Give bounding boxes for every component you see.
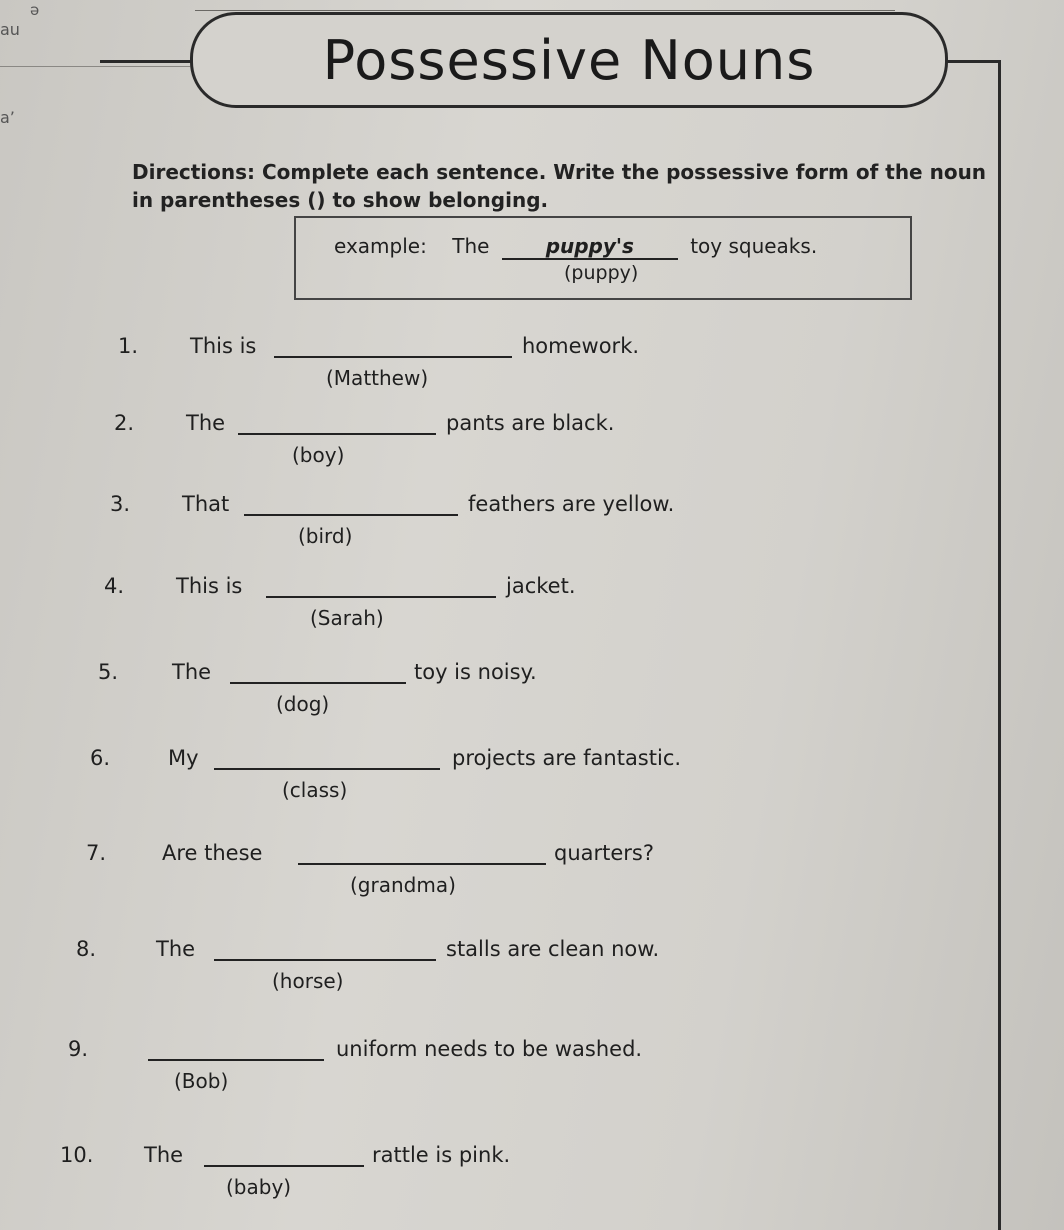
noun-hint: (dog)	[276, 692, 330, 716]
question-suffix: projects are fantastic.	[452, 746, 682, 770]
question-suffix: homework.	[522, 334, 640, 358]
question-prefix: The	[172, 660, 212, 684]
answer-blank[interactable]	[298, 863, 546, 865]
noun-hint: (Matthew)	[326, 366, 429, 390]
noun-hint: (Sarah)	[310, 606, 384, 630]
question-suffix: uniform needs to be washed.	[336, 1037, 643, 1061]
example-hint: (puppy)	[564, 262, 639, 284]
question-number: 10.	[60, 1143, 94, 1167]
top-edge-line	[195, 10, 895, 11]
page-title: Possessive Nouns	[322, 28, 816, 92]
question-number: 8.	[76, 937, 97, 961]
example-answer: puppy's	[502, 234, 678, 260]
noun-hint: (baby)	[226, 1175, 292, 1199]
noun-hint: (boy)	[292, 443, 345, 467]
question-number: 9.	[68, 1037, 89, 1061]
question-prefix: My	[168, 746, 199, 770]
noun-hint: (class)	[282, 778, 348, 802]
question-number: 2.	[114, 411, 135, 435]
noun-hint: (bird)	[298, 524, 353, 548]
example-label: example:	[334, 234, 427, 258]
question-number: 1.	[118, 334, 139, 358]
answer-blank[interactable]	[214, 959, 436, 961]
question-prefix: The	[156, 937, 196, 961]
answer-blank[interactable]	[204, 1165, 364, 1167]
noun-hint: (horse)	[272, 969, 344, 993]
title-banner	[190, 12, 948, 108]
question-suffix: stalls are clean now.	[446, 937, 660, 961]
answer-blank[interactable]	[266, 596, 496, 598]
answer-blank[interactable]	[238, 433, 436, 435]
margin-mark-1: ə	[30, 1, 40, 19]
question-suffix: jacket.	[506, 574, 576, 598]
question-number: 5.	[98, 660, 119, 684]
question-suffix: toy is noisy.	[414, 660, 537, 684]
question-prefix: That	[182, 492, 230, 516]
answer-blank[interactable]	[244, 514, 458, 516]
margin-mark-2: au	[0, 20, 20, 39]
margin-mark-3: a’	[0, 108, 15, 127]
noun-hint: (Bob)	[174, 1069, 229, 1093]
example-post: toy squeaks.	[690, 234, 818, 258]
answer-blank[interactable]	[214, 768, 440, 770]
question-suffix: feathers are yellow.	[468, 492, 675, 516]
question-number: 7.	[86, 841, 107, 865]
page-border	[998, 60, 1001, 1230]
margin-rule	[0, 66, 190, 67]
answer-blank[interactable]	[148, 1059, 324, 1061]
question-suffix: pants are black.	[446, 411, 615, 435]
question-prefix: Are these	[162, 841, 263, 865]
question-prefix: This is	[190, 334, 257, 358]
answer-blank[interactable]	[230, 682, 406, 684]
example-sentence	[334, 234, 817, 260]
example-box	[294, 216, 912, 300]
example-pre: The	[452, 234, 490, 258]
question-number: 3.	[110, 492, 131, 516]
directions-text: Directions: Complete each sentence. Write the possessive form of the noun in parentheses () to show belonging.	[132, 160, 987, 212]
question-suffix: rattle is pink.	[372, 1143, 511, 1167]
noun-hint: (grandma)	[350, 873, 456, 897]
question-number: 4.	[104, 574, 125, 598]
answer-blank[interactable]	[274, 356, 512, 358]
question-prefix: This is	[176, 574, 243, 598]
question-number: 6.	[90, 746, 111, 770]
question-prefix: The	[186, 411, 226, 435]
question-suffix: quarters?	[554, 841, 655, 865]
question-prefix: The	[144, 1143, 184, 1167]
